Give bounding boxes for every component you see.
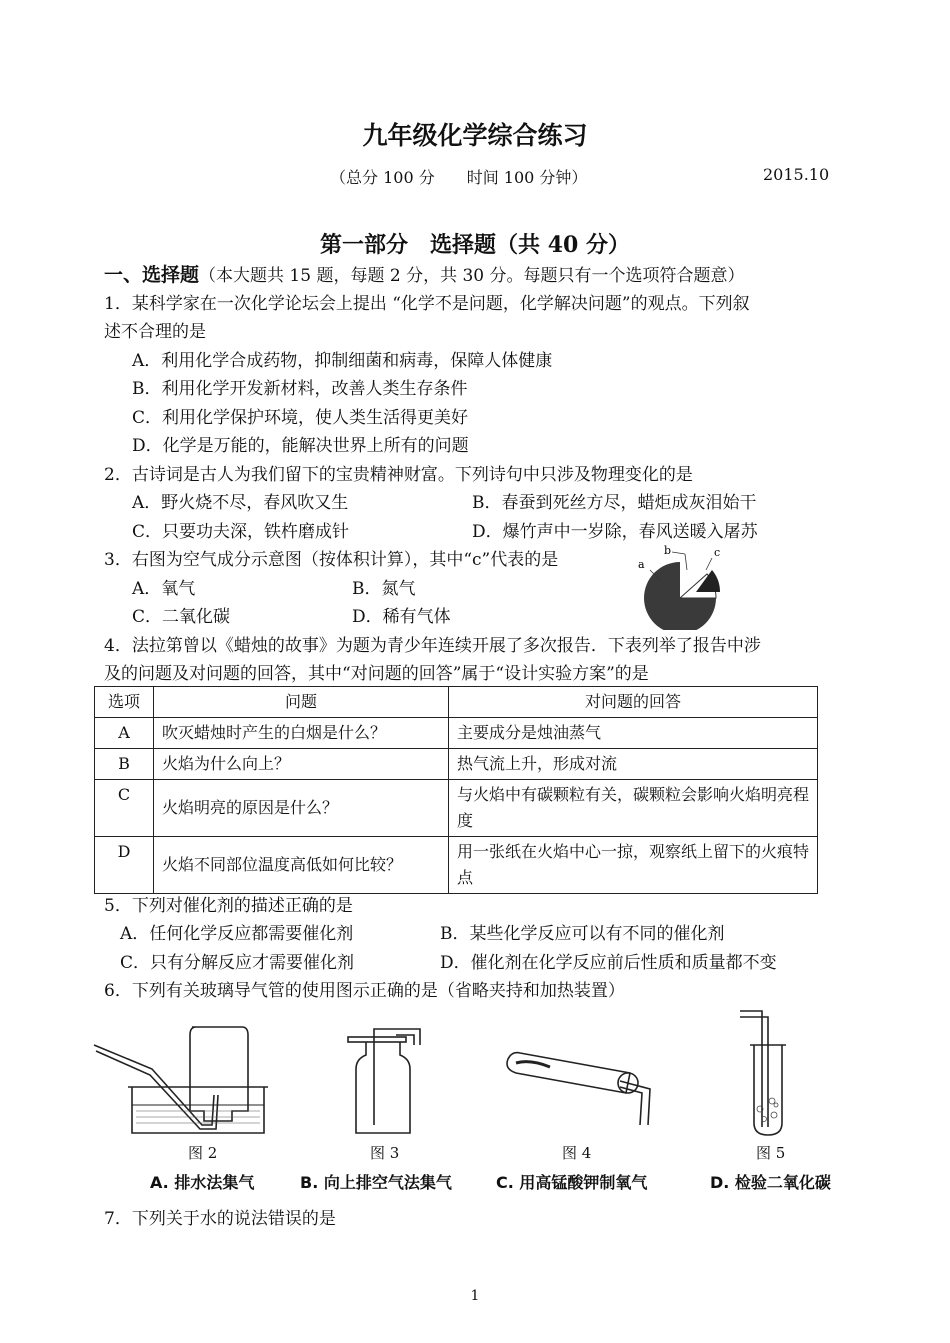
q1-option-a: A．利用化学合成药物，抑制细菌和病毒，保障人体健康: [132, 351, 553, 371]
figure-test-tube: [500, 1045, 670, 1130]
q5-option-b: B．某些化学反应可以有不同的催化剂: [440, 924, 725, 944]
table-row: [95, 718, 818, 749]
pie-label-b: b: [664, 544, 672, 557]
row-answer: 热气流上升，形成对流: [449, 749, 818, 780]
header-question: 问题: [154, 687, 449, 718]
q3-stem: 3．右图为空气成分示意图（按体积计算），其中“c”代表的是: [104, 550, 559, 570]
row-question: 火焰不同部位温度高低如何比较？: [154, 837, 449, 894]
figure-upward-air: [340, 1025, 440, 1140]
q6-option-d: D. 检验二氧化碳: [710, 1173, 831, 1192]
q2-option-d: D．爆竹声中一岁除，春风送暖入屠苏: [472, 522, 758, 542]
row-question: 吹灭蜡烛时产生的白烟是什么？: [154, 718, 449, 749]
table-row: [95, 837, 818, 894]
q5-option-a: A．任何化学反应都需要催化剂: [120, 924, 354, 944]
row-option: B: [95, 749, 154, 780]
section-note: （本大题共 15 题，每题 2 分，共 30 分。每题只有一个选项符合题意）: [199, 266, 745, 286]
pie-label-a: a: [638, 558, 645, 571]
q6-stem: 6．下列有关玻璃导气管的使用图示正确的是（省略夹持和加热装置）: [104, 981, 625, 1001]
row-answer: 与火焰中有碳颗粒有关，碳颗粒会影响火焰明亮程度: [449, 780, 818, 837]
figure-3-caption: 图 3: [370, 1144, 400, 1162]
q1-stem-line1: 1．某科学家在一次化学论坛会上提出 “化学不是问题，化学解决问题”的观点。下列叙: [104, 294, 750, 314]
exam-date: 2015.10: [763, 165, 830, 184]
q6-option-a: A. 排水法集气: [150, 1173, 255, 1192]
q3-option-a: A．氧气: [132, 579, 196, 599]
q4-table: [94, 686, 818, 894]
q5-option-c: C．只有分解反应才需要催化剂: [120, 953, 355, 973]
q3-option-c: C．二氧化碳: [132, 607, 231, 627]
row-question: 火焰明亮的原因是什么？: [154, 780, 449, 837]
q7-stem: 7．下列关于水的说法错误的是: [104, 1209, 336, 1229]
q1-option-d: D．化学是万能的，能解决世界上所有的问题: [132, 436, 469, 456]
exam-info: （总分 100 分 时间 100 分钟）: [330, 168, 588, 187]
table-row: [95, 780, 818, 837]
row-answer: 用一张纸在火焰中心一掠，观察纸上留下的火痕特点: [449, 837, 818, 894]
table-header-row: [95, 687, 818, 718]
row-answer: 主要成分是烛油蒸气: [449, 718, 818, 749]
row-option: A: [95, 718, 154, 749]
figure-4-caption: 图 4: [562, 1144, 592, 1162]
q1-stem-line2: 述不合理的是: [104, 322, 206, 342]
q2-stem: 2．古诗词是古人为我们留下的宝贵精神财富。下列诗句中只涉及物理变化的是: [104, 465, 693, 485]
row-option: D: [95, 837, 154, 894]
q3-option-b: B．氮气: [352, 579, 416, 599]
q6-option-b: B. 向上排空气法集气: [300, 1173, 452, 1192]
figure-5-caption: 图 5: [756, 1144, 786, 1162]
page-title: 九年级化学综合练习: [362, 121, 588, 150]
section-heading: [104, 263, 745, 288]
header-answer: 对问题的回答: [449, 687, 818, 718]
table-row: [95, 749, 818, 780]
section-label: 一、选择题: [104, 264, 200, 286]
part-title: 第一部分 选择题（共 40 分）: [320, 232, 630, 258]
q2-option-b: B．春蚕到死丝方尽，蜡炬成灰泪始干: [472, 493, 757, 513]
q4-stem-line1: 4．法拉第曾以《蜡烛的故事》为题为青少年连续开展了多次报告．下表列举了报告中涉: [104, 636, 761, 656]
row-option: C: [95, 780, 154, 837]
q2-option-a: A．野火烧不尽，春风吹又生: [132, 493, 349, 513]
q5-option-d: D．催化剂在化学反应前后性质和质量都不变: [440, 953, 777, 973]
page-number: 1: [470, 1288, 480, 1304]
figure-co2-test: [730, 1005, 810, 1140]
q5-stem: 5．下列对催化剂的描述正确的是: [104, 896, 353, 916]
q4-stem-line2: 及的问题及对问题的回答，其中“对问题的回答”属于“设计实验方案”的是: [104, 664, 649, 684]
q3-option-d: D．稀有气体: [352, 607, 451, 627]
q6-option-c: C. 用高锰酸钾制氧气: [496, 1173, 648, 1192]
q1-option-c: C．利用化学保护环境，使人类生活得更美好: [132, 408, 469, 428]
pie-label-c: c: [714, 546, 721, 559]
row-question: 火焰为什么向上？: [154, 749, 449, 780]
figure-2-caption: 图 2: [188, 1144, 218, 1162]
q1-option-b: B．利用化学开发新材料，改善人类生存条件: [132, 379, 468, 399]
figure-water-displacement: [92, 1025, 272, 1140]
q2-option-c: C．只要功夫深，铁杵磨成针: [132, 522, 350, 542]
air-composition-pie: [630, 540, 730, 630]
header-option: 选项: [95, 687, 154, 718]
